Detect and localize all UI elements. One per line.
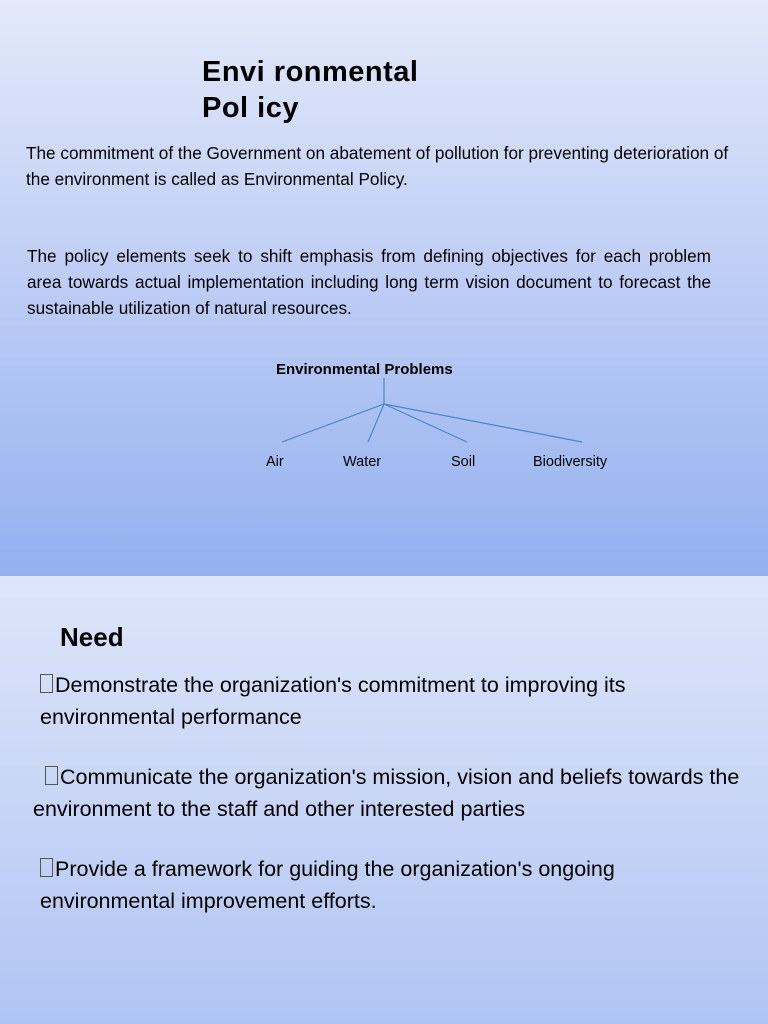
diagram-root-label: Environmental Problems [276, 361, 453, 378]
slide-need [0, 576, 768, 1024]
bullet-item [40, 669, 740, 733]
bullet-item [40, 853, 740, 917]
diagram-leaf-air: Air [266, 454, 284, 470]
bullet-item [33, 761, 753, 825]
tree-branch-soil [384, 404, 467, 442]
missing-glyph-box-icon [40, 858, 53, 877]
missing-glyph-box-icon [40, 674, 53, 693]
bullet-text: Demonstrate the organization's commitment to improving its environmental performance [40, 673, 626, 729]
diagram-leaf-biodiversity: Biodiversity [533, 454, 608, 470]
missing-glyph-box-icon [45, 766, 58, 785]
bullet-text: Provide a framework for guiding the organization's ongoing environmental improvement efforts. [40, 857, 615, 913]
need-heading: Need [60, 622, 124, 652]
bullet-text: Communicate the organization's mission, vision and beliefs towards the environment to the staff and other interested parties [33, 765, 740, 821]
slide-title: Envi ronmental Pol icy [202, 56, 419, 124]
definition-paragraph: The commitment of the Government on abatement of pollution for preventing deterioration of the environment is called as Environmental Policy. [26, 143, 729, 189]
policy-elements-paragraph: The policy elements seek to shift emphasis from defining objectives for each problem area towards actual implementation including long term vision document to forecast the sustainable utilization of natural resources. [27, 246, 711, 318]
tree-branch-biodiversity [384, 404, 582, 442]
tree-branch-air [282, 404, 384, 442]
diagram-leaf-soil: Soil [451, 454, 476, 470]
diagram-leaf-water: Water [343, 454, 382, 470]
